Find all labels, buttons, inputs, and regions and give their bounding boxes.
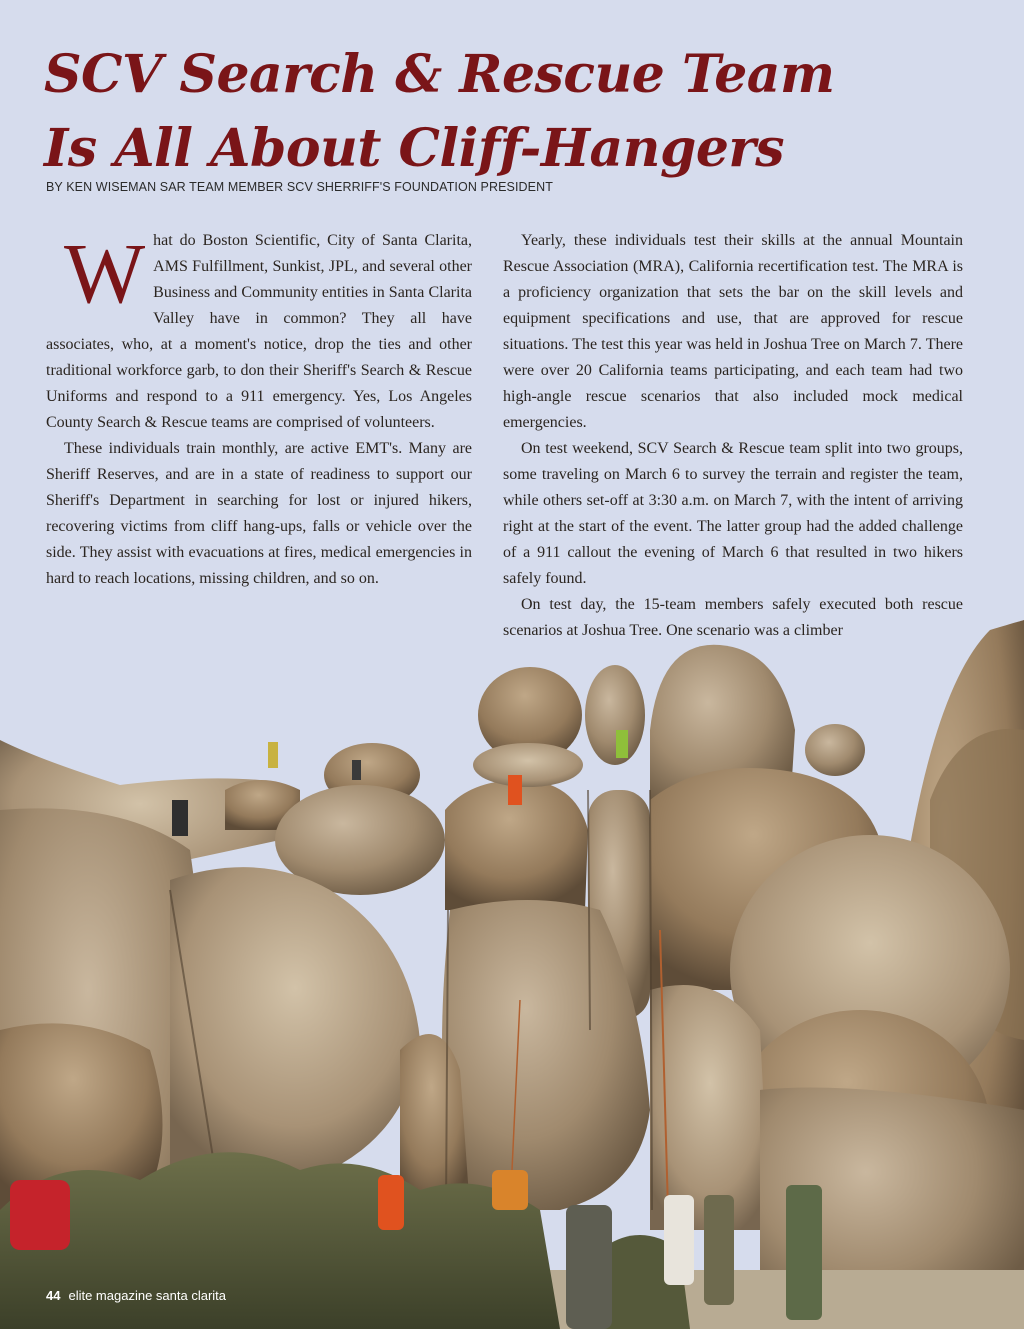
headline-line-1: SCV Search & Rescue Team	[44, 44, 835, 105]
paragraph-3: Yearly, these individuals test their skills at the annual Mountain Rescue Association (MRA), California recertification test. The MRA is a proficiency organization that sets the bar on the skill levels and equipment specifications and use, that are approved for rescue situations. The test this year was held in Joshua Tree on March 7. There were over 20 California teams participating, and each team had two high-angle rescue scenarios that also included mock medical emergencies.	[503, 232, 963, 431]
article-column-right	[503, 228, 963, 644]
headline-line-2: Is All About Cliff-Hangers	[44, 118, 785, 179]
page-number: 44	[46, 1288, 61, 1303]
byline: BY KEN WISEMAN SAR TEAM MEMBER SCV SHERRIFF'S FOUNDATION PRESIDENT	[46, 180, 553, 194]
page-footer	[46, 1288, 226, 1303]
paragraph-1-text: hat do Boston Scientific, City of Santa Clarita, AMS Fulfillment, Sunkist, JPL, and several other Business and Community entities in Santa Clarita Valley have in common? They all have associates, who, at a moment's notice, drop the ties and other traditional workforce garb, to don their Sheriff's Search & Rescue Uniforms and respond to a 911 emergency. Yes, Los Angeles County Search & Rescue teams are comprised of volunteers.	[46, 232, 472, 431]
rock-climbing-rescue-photo	[0, 610, 1024, 1329]
paragraph-4: On test weekend, SCV Search & Rescue team split into two groups, some traveling on March 6 to survey the terrain and register the team, while others set-off at 3:30 a.m. on March 7, with the intent of arriving right at the start of the event. The latter group had the added challenge of a 911 callout the evening of March 6 that resulted in two hikers safely found.	[503, 440, 963, 587]
drop-cap: W	[64, 225, 146, 321]
paragraph-5: On test day, the 15-team members safely executed both rescue scenarios at Joshua Tree. One scenario was a climber	[503, 596, 963, 639]
paragraph-1	[46, 225, 472, 436]
article-column-left	[46, 225, 472, 592]
publication-name: elite magazine santa clarita	[68, 1288, 226, 1303]
paragraph-2: These individuals train monthly, are active EMT's. Many are Sheriff Reserves, and are in a state of readiness to support our Sheriff's Department in searching for lost or injured hikers, recovering victims from cliff hang-ups, falls or vehicle over the side. They assist with evacuations at fires, medical emergencies in hard to reach locations, missing children, and so on.	[46, 440, 472, 587]
article-headline	[44, 38, 835, 186]
